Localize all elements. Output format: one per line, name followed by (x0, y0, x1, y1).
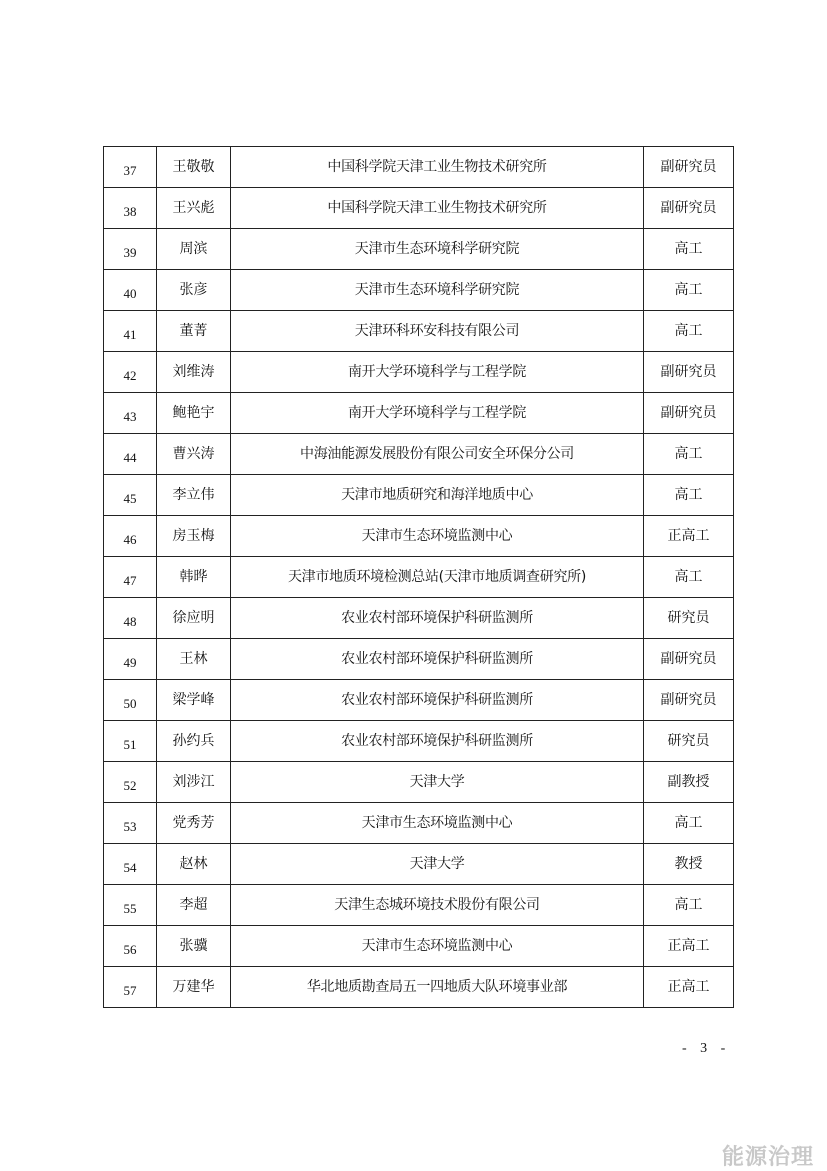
table-row (104, 762, 734, 803)
organization: 天津市生态环境科学研究院 (231, 270, 644, 311)
person-name: 王敬敬 (157, 147, 231, 188)
job-title: 副研究员 (644, 680, 734, 721)
organization: 中国科学院天津工业生物技术研究所 (231, 147, 644, 188)
person-name: 党秀芳 (157, 803, 231, 844)
row-number: 54 (104, 844, 157, 885)
person-name: 李超 (157, 885, 231, 926)
row-number: 50 (104, 680, 157, 721)
table-row (104, 393, 734, 434)
table-row (104, 844, 734, 885)
table-row (104, 147, 734, 188)
row-number: 53 (104, 803, 157, 844)
table-row (104, 352, 734, 393)
job-title: 高工 (644, 434, 734, 475)
job-title: 正高工 (644, 926, 734, 967)
organization: 中国科学院天津工业生物技术研究所 (231, 188, 644, 229)
table-row (104, 270, 734, 311)
row-number: 45 (104, 475, 157, 516)
row-number: 55 (104, 885, 157, 926)
organization: 天津大学 (231, 762, 644, 803)
row-number: 56 (104, 926, 157, 967)
organization: 天津市地质环境检测总站(天津市地质调查研究所) (231, 557, 644, 598)
expert-roster-table (103, 146, 734, 1008)
organization: 天津市生态环境监测中心 (231, 516, 644, 557)
table-row (104, 311, 734, 352)
person-name: 梁学峰 (157, 680, 231, 721)
row-number: 38 (104, 188, 157, 229)
job-title: 高工 (644, 557, 734, 598)
person-name: 孙约兵 (157, 721, 231, 762)
row-number: 40 (104, 270, 157, 311)
table-row (104, 516, 734, 557)
table-row (104, 885, 734, 926)
organization: 天津市生态环境监测中心 (231, 926, 644, 967)
person-name: 房玉梅 (157, 516, 231, 557)
job-title: 副研究员 (644, 639, 734, 680)
job-title: 副研究员 (644, 188, 734, 229)
row-number: 44 (104, 434, 157, 475)
organization: 天津市生态环境监测中心 (231, 803, 644, 844)
row-number: 43 (104, 393, 157, 434)
organization: 南开大学环境科学与工程学院 (231, 352, 644, 393)
organization: 中海油能源发展股份有限公司安全环保分公司 (231, 434, 644, 475)
table-row (104, 188, 734, 229)
job-title: 高工 (644, 311, 734, 352)
row-number: 47 (104, 557, 157, 598)
row-number: 51 (104, 721, 157, 762)
table-row (104, 229, 734, 270)
organization: 农业农村部环境保护科研监测所 (231, 721, 644, 762)
person-name: 曹兴涛 (157, 434, 231, 475)
job-title: 研究员 (644, 598, 734, 639)
table-row (104, 721, 734, 762)
row-number: 57 (104, 967, 157, 1008)
organization: 华北地质勘查局五一四地质大队环境事业部 (231, 967, 644, 1008)
person-name: 徐应明 (157, 598, 231, 639)
person-name: 刘维涛 (157, 352, 231, 393)
person-name: 鲍艳宇 (157, 393, 231, 434)
table-row (104, 434, 734, 475)
table-row (104, 803, 734, 844)
person-name: 韩晔 (157, 557, 231, 598)
organization: 农业农村部环境保护科研监测所 (231, 598, 644, 639)
person-name: 王林 (157, 639, 231, 680)
person-name: 赵林 (157, 844, 231, 885)
table-row (104, 557, 734, 598)
table-row (104, 926, 734, 967)
person-name: 张彦 (157, 270, 231, 311)
table-row (104, 475, 734, 516)
organization: 农业农村部环境保护科研监测所 (231, 639, 644, 680)
job-title: 高工 (644, 803, 734, 844)
job-title: 正高工 (644, 967, 734, 1008)
person-name: 张骥 (157, 926, 231, 967)
job-title: 高工 (644, 475, 734, 516)
row-number: 41 (104, 311, 157, 352)
job-title: 副教授 (644, 762, 734, 803)
table-row (104, 680, 734, 721)
job-title: 副研究员 (644, 352, 734, 393)
job-title: 副研究员 (644, 393, 734, 434)
table-row (104, 639, 734, 680)
row-number: 52 (104, 762, 157, 803)
person-name: 万建华 (157, 967, 231, 1008)
watermark: 能源治理 (722, 1145, 815, 1170)
job-title: 高工 (644, 270, 734, 311)
job-title: 教授 (644, 844, 734, 885)
organization: 天津市生态环境科学研究院 (231, 229, 644, 270)
organization: 南开大学环境科学与工程学院 (231, 393, 644, 434)
row-number: 49 (104, 639, 157, 680)
organization: 农业农村部环境保护科研监测所 (231, 680, 644, 721)
page-number: - 3 - (682, 1041, 731, 1056)
row-number: 42 (104, 352, 157, 393)
person-name: 王兴彪 (157, 188, 231, 229)
organization: 天津市地质研究和海洋地质中心 (231, 475, 644, 516)
organization: 天津生态城环境技术股份有限公司 (231, 885, 644, 926)
table-row (104, 598, 734, 639)
job-title: 高工 (644, 885, 734, 926)
job-title: 高工 (644, 229, 734, 270)
organization: 天津环科环安科技有限公司 (231, 311, 644, 352)
row-number: 48 (104, 598, 157, 639)
roster-body (104, 147, 734, 1008)
person-name: 李立伟 (157, 475, 231, 516)
person-name: 周滨 (157, 229, 231, 270)
row-number: 37 (104, 147, 157, 188)
job-title: 研究员 (644, 721, 734, 762)
row-number: 39 (104, 229, 157, 270)
person-name: 董菁 (157, 311, 231, 352)
table-row (104, 967, 734, 1008)
job-title: 副研究员 (644, 147, 734, 188)
organization: 天津大学 (231, 844, 644, 885)
job-title: 正高工 (644, 516, 734, 557)
row-number: 46 (104, 516, 157, 557)
person-name: 刘涉江 (157, 762, 231, 803)
